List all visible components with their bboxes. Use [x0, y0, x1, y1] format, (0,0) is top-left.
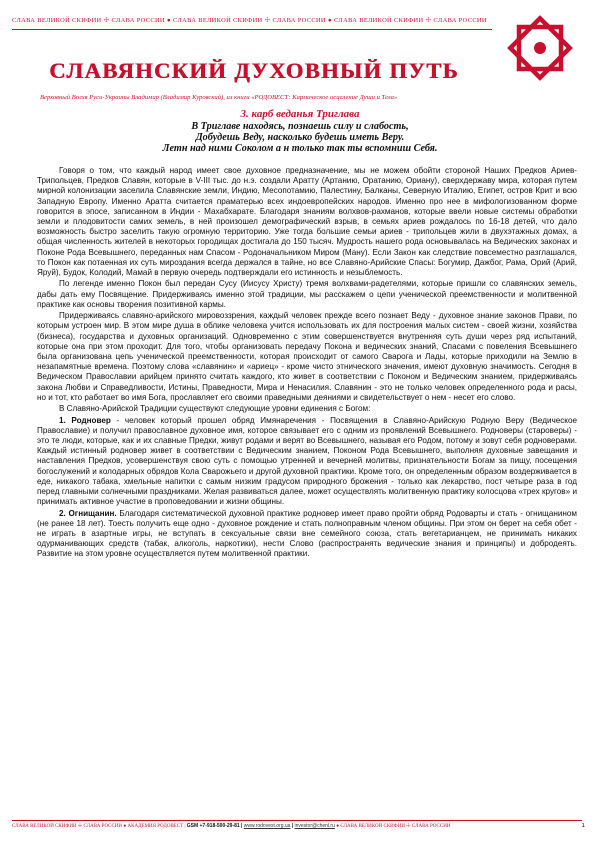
page-subtitle: Верховный Волхв Руси-Украины Владимир (Владимир Куровский), из книги «РОДОВЕСТ: Кармическое исцеление Души и Тела»	[40, 94, 398, 101]
paragraph-heading: 1. Родновер	[59, 415, 111, 425]
footer-divider	[12, 820, 582, 821]
footer-site-link[interactable]: www.rodovest.org.ua	[243, 823, 291, 829]
kolovrat-star-icon	[500, 8, 580, 88]
header-slogan-band: СЛАВА ВЕЛИКОЙ СКИФИИ ☩ СЛАВА РОССИИ ● СЛАВА ВЕЛИКОЙ СКИФИИ ☩ СЛАВА РОССИИ ● СЛАВА ВЕЛИКОЙ СКИФИИ ☩ СЛАВА РОССИИ	[12, 17, 487, 24]
page-number: 1	[581, 823, 585, 829]
epigraph-line: В Триглаве находясь, познаешь силу и слабость,	[191, 121, 409, 132]
paragraph-text: Благодаря систематической духовной практике родновер имеет право пройти обряд Родоварты и стать - огнищанином (не ранее 18 лет). Тоесть получить еще одно - духовное рождение и стать полноправным членом общины. При этом он берет на себя обет - не играть в азартные игры, не вступать в сексуальные связи вне семейного союза, стать вегетарианцем, не принимать никаких одурманивающих средств (табак, алкоголь, наркотики), нести Слово (распространять ведические знания и принципы) и добродеять. Развитие на этом уровне осуществляется путем молитвенной практики.	[37, 508, 577, 559]
header-divider	[12, 29, 492, 30]
paragraph: Придерживаясь славяно-арийского мировоззрения, каждый человек прежде всего познает Веду - духовное знание законов Прави, по которым устроен мир. В этом мире душа в облике человека учится использовать их для построения малых систем - своей жизни, хозяйства (бизнеса), государства и духовных организаций. Одновременно с этим совершенствуется внутренняя суть души через ряд испытаний, которые она при этом проходит. Для того, чтобы организовать передачу Покона и ведических знаний, Спасами с повеления Всевышнего была организована цепь ученической преемственности, которая происходит от самого Сварога и Лады, которые приходили на Землю в незапамятные времена. Поэтому слова «славянин» и «ариец» - кроме чисто этнического значения, имеют духовную значимость. Сегодня в Ведическом Православии арийцем принято считать каждого, кто живет в соответствии с Поконом и Ведическим знанием, придерживаясь закона Любви и Справедливости, Истины, Праведности, Мира и Ненасилия. Славянин - это не только человек определенного рода и расы, но и тот, кто работает во имя Бога, прославляет его своими праведными деяниями и свидетельствует о нем - несет его слово.	[37, 311, 577, 402]
page-title: СЛАВЯНСКИЙ ДУХОВНЫЙ ПУТЬ	[49, 58, 459, 83]
paragraph	[37, 416, 577, 508]
footer-email-link[interactable]: investor@chenl.ru	[294, 823, 335, 829]
paragraph: В Славяно-Арийской Традиции существуют следующие уровни единения с Богом:	[59, 404, 371, 414]
epigraph	[40, 121, 560, 155]
footer-phone: GSM +7-918-500-29-81	[186, 823, 240, 829]
epigraph-line: Летн над ними Соколом а н только так ты вспомниш Себя.	[162, 143, 438, 155]
body-text	[37, 166, 577, 816]
section-title: 3. карб веданья Триглава	[240, 108, 360, 120]
paragraph	[37, 509, 577, 560]
footer-left-band: СЛАВА ВЕЛИКОЙ СКИФИИ ☩ СЛАВА РОССИИ ● АКАДЕМИЯ РОДОВЕСТ |	[12, 824, 186, 829]
paragraph: По легенде именно Покон был передан Сусу (Иисусу Христу) тремя волхвами-радетелями, которые пришли со славянских земель, дабы дать ему Посвящение. Придерживаясь именно этой традиции, мы расскажем о цепи ученической преемственности и молитвенной практике как основы творения позитивной кармы.	[37, 279, 577, 309]
paragraph-heading: 2. Огнищанин.	[59, 508, 117, 518]
paragraph: Говоря о том, что каждый народ имеет свое духовное предназначение, мы не можем обойти стороной Наших Предков Ариев-Трипольцев, Предков Славян, которые в V-III тыс. до н.э. создали Аратту (Артанию, Оратанию, Ориану), сверхдержаву мира, которая путем мирной колонизации заселила Славянские земли, Индию, Месопотамию, Палестину, Балканы, Северную Италию, Египет, остров Крит и всю Западную Европу. Именно Аратта считается праматерью всех индоевропейских народов. Именно про нее в мифологизованном форме говорится в эпосе, записанном в Индии - Махабхарате. Благодаря знаниям волхвов-рахманов, которые ввели новые системы обработки земли и плодовитости самих земель, в ней произошел демографический взрыв, в семьях ариев рождалось по 16-18 детей, что дало возможность быстро заселить такую огромную территорию. Уже тогда большие семьи ариев - трипольцев жили в двухэтажных домах, а общая численность жителей в некоторых городищах достигала до 150 тысяч. Мудрость нашего рода основывалась на Ведических законах и Поконе Рода Всевышнего, переданных нам Спасом - Родоначальником Миром (Ману). Если Закон как следствие повсеместно разглашался, то Покон как потаенная их суть мироздания всегда держался в тайне, но все Славяно-Арийские Спасы: Богумир, Дажбог, Рама, Орий (Арий, Яруй), Будок, Колодий, Мамай в первую очередь подтверждали его истинность и незыблемость.	[37, 166, 577, 278]
footer: СЛАВА ВЕЛИКОЙ СКИФИИ ☩ СЛАВА РОССИИ ● АКАДЕМИЯ РОДОВЕСТ | GSM +7-918-500-29-81 | www.rodovest.org.ua | investor@chenl.ru ● СЛАВА ВЕЛИКОЙ СКИФИИ ☩ СЛАВА РОССИИ 1	[12, 823, 585, 829]
paragraph-text: - человек который прошел обряд Имянаречения - Посвящения в Славяно-Арийскую Родную Веру (Ведическое Православие) и получил православное духовное имя, которое связывает его с одним из проявлений Всевышнего. Родноверы (староверы) - это те люди, которые, как и их славные Предки, живут родами и верят во Всевышнего, называя его Родом, потому и зовут себя родноверами. Каждый истинный родновер живет в соответствии с Ведическим знанием, Поконом Рода Всевышнего, выполняя духовные завещания и наставления Предков, усовершенствуя свою суть с помощью утренней и вечерней молитвы, признательности Богам за пищу, посещения богослужений и колодарных обрядов Кола Сварожьего и другой духовной практики. Кроме того, он определенным образом воздерживается в еде, никакого табака, хмельные напитки с самым низким градусом природного брожения - только как лекарство, пост четыре раза в год перед главными солнечными праздниками. Желая развиваться далее, может осуществлять молитвенную практику колосцова «трех кругов» и принимать активное участие в проповедовании и жизни общины.	[37, 415, 577, 507]
epigraph-line: Добудешь Веду, насколько будешь иметь Веру.	[195, 132, 405, 144]
footer-right-band: ● СЛАВА ВЕЛИКОЙ СКИФИИ ☩ СЛАВА РОССИИ	[336, 824, 451, 829]
